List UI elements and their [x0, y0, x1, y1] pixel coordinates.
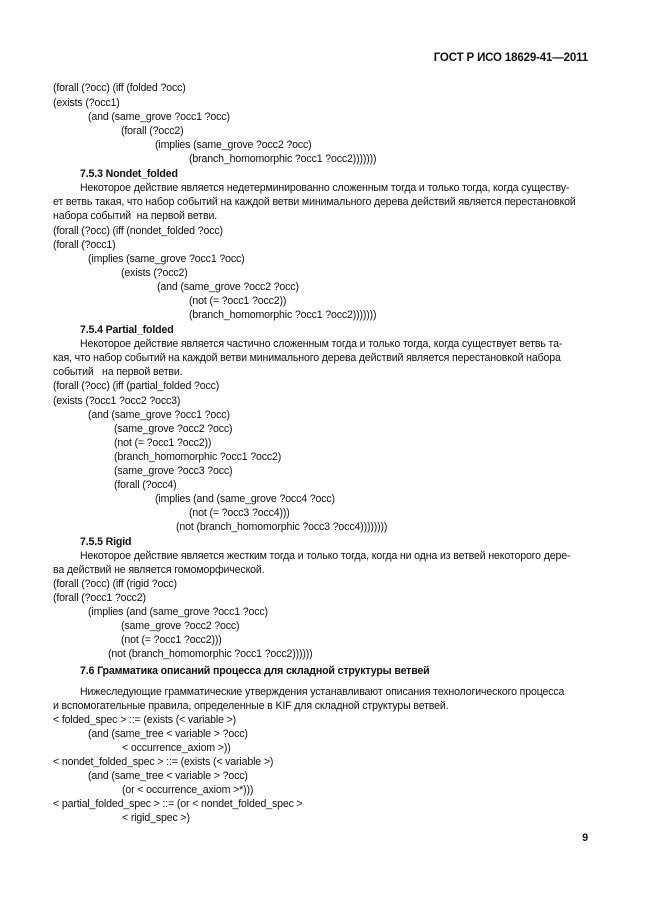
code-line: (not (branch_homomorphic ?occ3 ?occ4)))))))) [176, 521, 388, 533]
grammar-line: (or < occurrence_axiom >*))) [122, 784, 254, 796]
code-line: (and (same_grove ?occ1 ?occ) [88, 111, 230, 123]
grammar-line: < partial_folded_spec > ::= (or < nondet_folded_spec > [53, 798, 303, 810]
grammar-line: (and (same_tree < variable > ?occ) [88, 728, 248, 740]
section-heading: 7.5.4 Partial_folded [80, 324, 174, 336]
code-line: (not (branch_homomorphic ?occ1 ?occ2)))))) [108, 648, 313, 660]
code-line: (same_grove ?occ3 ?occ) [114, 465, 233, 477]
paragraph-line: Нижеследующие грамматические утверждения устанавливают описания технологического процесса [80, 686, 565, 698]
code-line: (implies (same_grove ?occ2 ?occ) [155, 139, 312, 151]
paragraph-line: событий на первой ветви. [53, 366, 183, 378]
code-line: (and (same_grove ?occ2 ?occ) [157, 281, 299, 293]
code-line: (implies (same_grove ?occ1 ?occ) [88, 253, 245, 265]
section-heading: 7.5.3 Nondet_folded [80, 168, 178, 180]
paragraph-line: Некоторое действие является жестким тогда и только тогда, когда ни одна из ветвей некоторого дере- [80, 550, 571, 562]
section-heading: 7.6 Грамматика описаний процесса для складной структуры ветвей [80, 665, 430, 677]
code-line: (forall (?occ) (iff (nondet_folded ?occ) [53, 225, 223, 237]
code-line: (forall (?occ) (iff (partial_folded ?occ) [53, 380, 220, 392]
code-line: (forall (?occ2) [121, 125, 184, 137]
grammar-line: < folded_spec > ::= (exists (< variable >) [53, 714, 237, 726]
paragraph-line: набора событий на первой ветви. [53, 210, 218, 222]
code-line: (branch_homomorphic ?occ1 ?occ2))))))) [189, 153, 377, 165]
code-line: (forall (?occ4) [114, 479, 177, 491]
grammar-line: < rigid_spec >) [122, 812, 190, 824]
code-line: (forall (?occ) (iff (folded ?occ) [53, 82, 186, 94]
code-line: (not (= ?occ3 ?occ4))) [189, 507, 290, 519]
paragraph-line: ет ветвь такая, что набор событий на каждой ветви минимального дерева действий является перестановкой [53, 196, 576, 208]
code-line: (forall (?occ1 ?occ2) [53, 592, 146, 604]
paragraph-line: Некоторое действие является частично сложенным тогда и только тогда, когда существует ветвь та- [80, 338, 563, 350]
code-line: (branch_homomorphic ?occ1 ?occ2))))))) [189, 309, 377, 321]
code-line: (not (= ?occ1 ?occ2)) [114, 437, 212, 449]
paragraph-line: ва действий не является гомоморфической. [53, 564, 265, 576]
paragraph-line: кая, что набор событий на каждой ветви минимального дерева действий является перестановкой набора [53, 352, 561, 364]
code-line: (branch_homomorphic ?occ1 ?occ2) [114, 451, 282, 463]
code-line: (exists (?occ1 ?occ2 ?occ3) [53, 395, 181, 407]
code-line: (same_grove ?occ2 ?occ) [114, 423, 233, 435]
code-line: (same_grove ?occ2 ?occ) [121, 620, 240, 632]
code-line: (forall (?occ) (iff (rigid ?occ) [53, 578, 177, 590]
page-number: 9 [582, 832, 588, 844]
paragraph-line: и вспомогательные правила, определенные в KIF для складной структуры ветвей. [53, 700, 449, 712]
code-line: (forall (?occ1) [53, 239, 116, 251]
code-line: (implies (and (same_grove ?occ1 ?occ) [88, 606, 268, 618]
document-header: ГОСТ Р ИСО 18629-41—2011 [433, 52, 588, 64]
code-line: (not (= ?occ1 ?occ2)) [189, 295, 287, 307]
grammar-line: < nondet_folded_spec > ::= (exists (< variable >) [53, 756, 274, 768]
code-line: (not (= ?occ1 ?occ2))) [121, 634, 222, 646]
code-line: (implies (and (same_grove ?occ4 ?occ) [155, 493, 335, 505]
code-line: (and (same_grove ?occ1 ?occ) [88, 409, 230, 421]
grammar-line: (and (same_tree < variable > ?occ) [88, 770, 248, 782]
code-line: (exists (?occ1) [53, 97, 120, 109]
section-heading: 7.5.5 Rigid [80, 536, 132, 548]
grammar-line: < occurrence_axiom >)) [122, 742, 231, 754]
paragraph-line: Некоторое действие является недетерминированно сложенным тогда и только тогда, когда существу- [80, 182, 570, 194]
code-line: (exists (?occ2) [121, 267, 188, 279]
